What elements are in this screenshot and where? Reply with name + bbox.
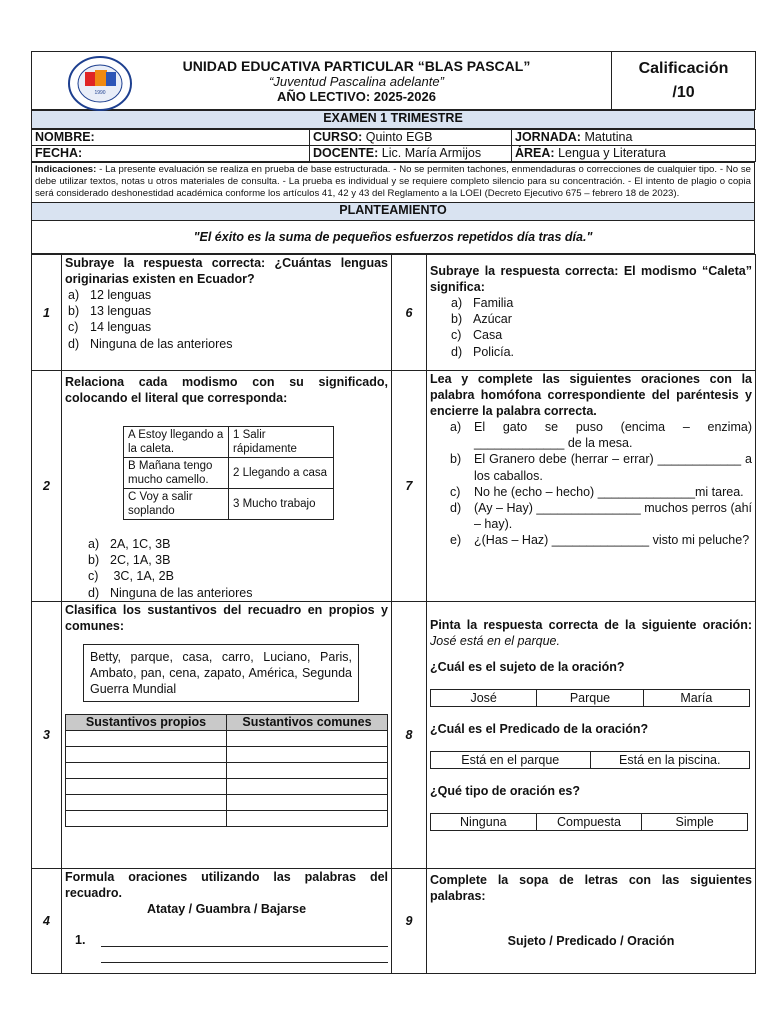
option-letter: d) (451, 344, 463, 359)
question-number: 4 (32, 868, 62, 973)
question-9-text: Complete la sopa de letras con las siguientes palabras: (430, 872, 752, 903)
question-9 (427, 868, 756, 973)
curso-label: CURSO: (313, 130, 363, 144)
option-text: 2C, 1A, 3B (110, 553, 171, 568)
question-3 (62, 601, 392, 868)
col-comunes: Sustantivos comunes (227, 714, 388, 730)
option[interactable] (85, 568, 388, 584)
option-text: Azúcar (473, 312, 512, 327)
indicaciones-text: - La presente evaluación se realiza en prueba de base estructurada. - No se permiten tachones, enmendaduras o correcciones de cualquier tipo. - No se debe utilizar textos, notas u otros materiales de consulta. - La prueba es individual y se requiere completo silencio para su concentración. - El intento de plagio o copia será considerado deshonestidad académica conforme los artículos 41, 42 y 43 del Reglamento a la LOEI (Decreto Ejecutivo 675 – febrero 18 de 2023). (35, 164, 751, 199)
option-text: Ninguna de las anteriores (110, 585, 253, 600)
subquestion: ¿Cuál es el Predicado de la oración? (430, 721, 649, 736)
planteamiento-heading: PLANTEAMIENTO (32, 203, 755, 221)
option-text: Casa (473, 328, 503, 343)
school-name: UNIDAD EDUCATIVA PARTICULAR “BLAS PASCAL” (182, 57, 531, 74)
choice-cell[interactable]: José (431, 689, 537, 706)
modismo-cell: A Estoy llegando a la caleta. (124, 427, 229, 458)
option-text: Familia (473, 296, 514, 310)
option-letter: a) (68, 288, 80, 302)
item-text: El gato se puso (encima – enzima) _____________ de la mesa. (474, 420, 752, 451)
curso-cell (310, 130, 512, 146)
option[interactable] (448, 344, 752, 360)
question-8 (427, 601, 756, 868)
option-text: Ninguna de las anteriores (90, 336, 233, 351)
option-text: Policía. (473, 344, 514, 359)
answer-cell[interactable] (227, 762, 388, 778)
exam-title-table (31, 110, 755, 129)
item-letter: c) (450, 484, 461, 499)
school-motto: “Juventud Pascalina adelante” (269, 73, 444, 89)
grade-value: /10 (672, 83, 695, 101)
option[interactable] (65, 287, 388, 303)
item-text: No he (echo – hecho) ______________mi tarea. (474, 484, 744, 499)
header-table (31, 51, 756, 110)
sujeto-options (430, 689, 750, 707)
answer-cell[interactable] (227, 810, 388, 826)
option[interactable] (448, 295, 752, 311)
question-6-text: Subraye la respuesta correcta: El modismo “Caleta” significa: (430, 264, 752, 294)
sustantivos-table (65, 714, 388, 827)
info-table (31, 129, 756, 162)
question-number: 3 (32, 601, 62, 868)
question-8-sentence: José está en el parque. (430, 633, 560, 648)
option[interactable] (85, 536, 388, 552)
subquestion: ¿Cuál es el sujeto de la oración? (430, 659, 625, 674)
underline (101, 945, 388, 947)
fill-item[interactable] (450, 451, 752, 483)
jornada-label: JORNADA: (515, 130, 581, 144)
option-letter: d) (68, 336, 80, 351)
motivational-quote: "El éxito es la suma de pequeños esfuerzos repetidos día tras día." (32, 221, 755, 254)
option-letter: c) (451, 328, 462, 343)
question-6 (427, 255, 756, 371)
choice-cell[interactable]: Está en el parque (431, 751, 591, 768)
question-4 (62, 868, 392, 973)
question-number: 2 (32, 371, 62, 602)
header-cell (32, 52, 612, 110)
answer-cell[interactable] (66, 730, 227, 746)
question-1-text: Subraye la respuesta correcta: ¿Cuántas lenguas originarias existen en Ecuador? (65, 256, 388, 286)
option-letter: a) (88, 537, 100, 551)
item-text: El Granero debe (herrar – errar) ____________ a los caballos. (474, 452, 752, 483)
col-propios: Sustantivos propios (66, 714, 227, 730)
area-cell (512, 146, 756, 162)
item-text: (Ay – Hay) _______________ muchos perros (ahí – hay). (474, 501, 752, 532)
question-number: 6 (392, 255, 427, 371)
area-label: ÁREA: (515, 146, 555, 160)
question-8-text (430, 617, 752, 649)
option-text: 13 lenguas (90, 304, 152, 319)
answer-cell[interactable] (66, 794, 227, 810)
answer-cell[interactable] (66, 810, 227, 826)
question-4-text: Formula oraciones utilizando las palabras del recuadro. (65, 869, 388, 900)
docente-cell (310, 146, 512, 162)
option[interactable] (448, 311, 752, 327)
item-letter: b) (450, 452, 462, 467)
option[interactable] (448, 327, 752, 343)
question-number: 8 (392, 601, 427, 868)
answer-cell[interactable] (66, 778, 227, 794)
jornada-cell (512, 130, 756, 146)
option-letter: d) (88, 585, 100, 600)
significado-cell: 2 Llegando a casa (229, 458, 334, 489)
item-text: ¿(Has – Haz) ______________ visto mi peluche? (474, 533, 750, 548)
question-9-words: Sujeto / Predicado / Oración (507, 933, 675, 948)
fill-item[interactable] (450, 484, 752, 500)
option-text: 14 lenguas (90, 320, 152, 335)
question-number: 9 (392, 868, 427, 973)
questions-table (31, 254, 756, 974)
answer-cell[interactable] (227, 778, 388, 794)
indicaciones (32, 163, 755, 203)
docente-label: DOCENTE: (313, 146, 379, 160)
indicaciones-table (31, 162, 755, 254)
jornada-value: Matutina (584, 130, 633, 144)
grade-cell (612, 52, 756, 110)
sustantivos-box: Betty, parque, casa, carro, Luciano, Paris, Ambato, pan, cena, zapato, América, Segunda Guerra Mundial (83, 644, 359, 702)
nombre-field[interactable] (32, 130, 310, 146)
question-2 (62, 371, 392, 602)
option-letter: b) (68, 304, 80, 319)
option-letter: c) (68, 320, 79, 335)
area-value: Lengua y Literatura (558, 146, 666, 160)
answer-cell[interactable] (66, 746, 227, 762)
exam-title: EXAMEN 1 TRIMESTRE (32, 111, 755, 129)
answer-cell[interactable] (227, 730, 388, 746)
fill-item[interactable] (450, 419, 752, 451)
answer-line[interactable] (101, 961, 388, 963)
question-2-text: Relaciona cada modismo con su significado, colocando el literal que corresponda: (65, 375, 388, 405)
question-7-text: Lea y complete las siguientes oraciones con la palabra homófona correspondiente del paréntesis y encierre la palabra correcta. (430, 372, 752, 418)
subquestion: ¿Qué tipo de oración es? (430, 783, 581, 798)
question-8-intro: Pinta la respuesta correcta de la siguiente oración: (430, 617, 752, 632)
fecha-field[interactable] (32, 146, 310, 162)
fill-item[interactable] (450, 532, 752, 548)
line-number: 1. (75, 932, 86, 947)
option-letter: b) (88, 553, 100, 568)
question-number: 1 (32, 255, 62, 371)
choice-cell[interactable]: Parque (537, 689, 643, 706)
fecha-label: FECHA: (35, 146, 83, 160)
nombre-label: NOMBRE: (35, 130, 95, 144)
option-text: 3C, 1A, 2B (110, 569, 174, 584)
item-letter: d) (450, 501, 462, 516)
logo-year: 1990 (94, 90, 106, 96)
option-text: 2A, 1C, 3B (110, 537, 171, 551)
option-letter: b) (451, 312, 463, 327)
choice-cell[interactable]: Compuesta (536, 813, 642, 830)
question-number: 7 (392, 371, 427, 602)
significado-cell: 3 Mucho trabajo (229, 489, 334, 520)
item-letter: a) (450, 420, 462, 434)
question-7 (427, 371, 756, 602)
modismo-table (123, 426, 334, 520)
option[interactable] (65, 336, 388, 352)
item-letter: e) (450, 533, 462, 548)
modismo-cell: B Mañana tengo mucho camello. (124, 458, 229, 489)
question-4-words: Atatay / Guambra / Bajarse (146, 901, 307, 916)
indicaciones-label: Indicaciones: (35, 164, 97, 175)
option-letter: a) (451, 296, 463, 310)
curso-value: Quinto EGB (365, 130, 433, 144)
docente-value: Lic. María Armijos (381, 146, 482, 160)
choice-cell[interactable]: Está en la piscina. (590, 751, 750, 768)
choice-cell[interactable]: Simple (642, 813, 748, 830)
answer-line[interactable] (65, 933, 388, 947)
option[interactable] (65, 303, 388, 319)
significado-cell: 1 Salir rápidamente (229, 427, 334, 458)
option[interactable] (85, 552, 388, 568)
school-logo-icon (68, 56, 132, 111)
option-letter: c) (88, 569, 99, 584)
school-year: AÑO LECTIVO: 2025-2026 (277, 88, 436, 104)
option[interactable] (65, 319, 388, 335)
question-3-text: Clasifica los sustantivos del recuadro en propios y comunes: (65, 602, 388, 633)
fill-item[interactable] (450, 500, 752, 532)
tipo-options (430, 813, 748, 831)
answer-cell[interactable] (66, 762, 227, 778)
choice-cell[interactable]: María (643, 689, 749, 706)
predicado-options (430, 751, 750, 769)
answer-cell[interactable] (227, 794, 388, 810)
choice-cell[interactable]: Ninguna (431, 813, 537, 830)
option-text: 12 lenguas (90, 288, 152, 302)
grade-label: Calificación (638, 59, 729, 77)
modismo-cell: C Voy a salir soplando (124, 489, 229, 520)
question-1 (62, 255, 392, 371)
answer-cell[interactable] (227, 746, 388, 762)
option[interactable] (85, 585, 388, 601)
